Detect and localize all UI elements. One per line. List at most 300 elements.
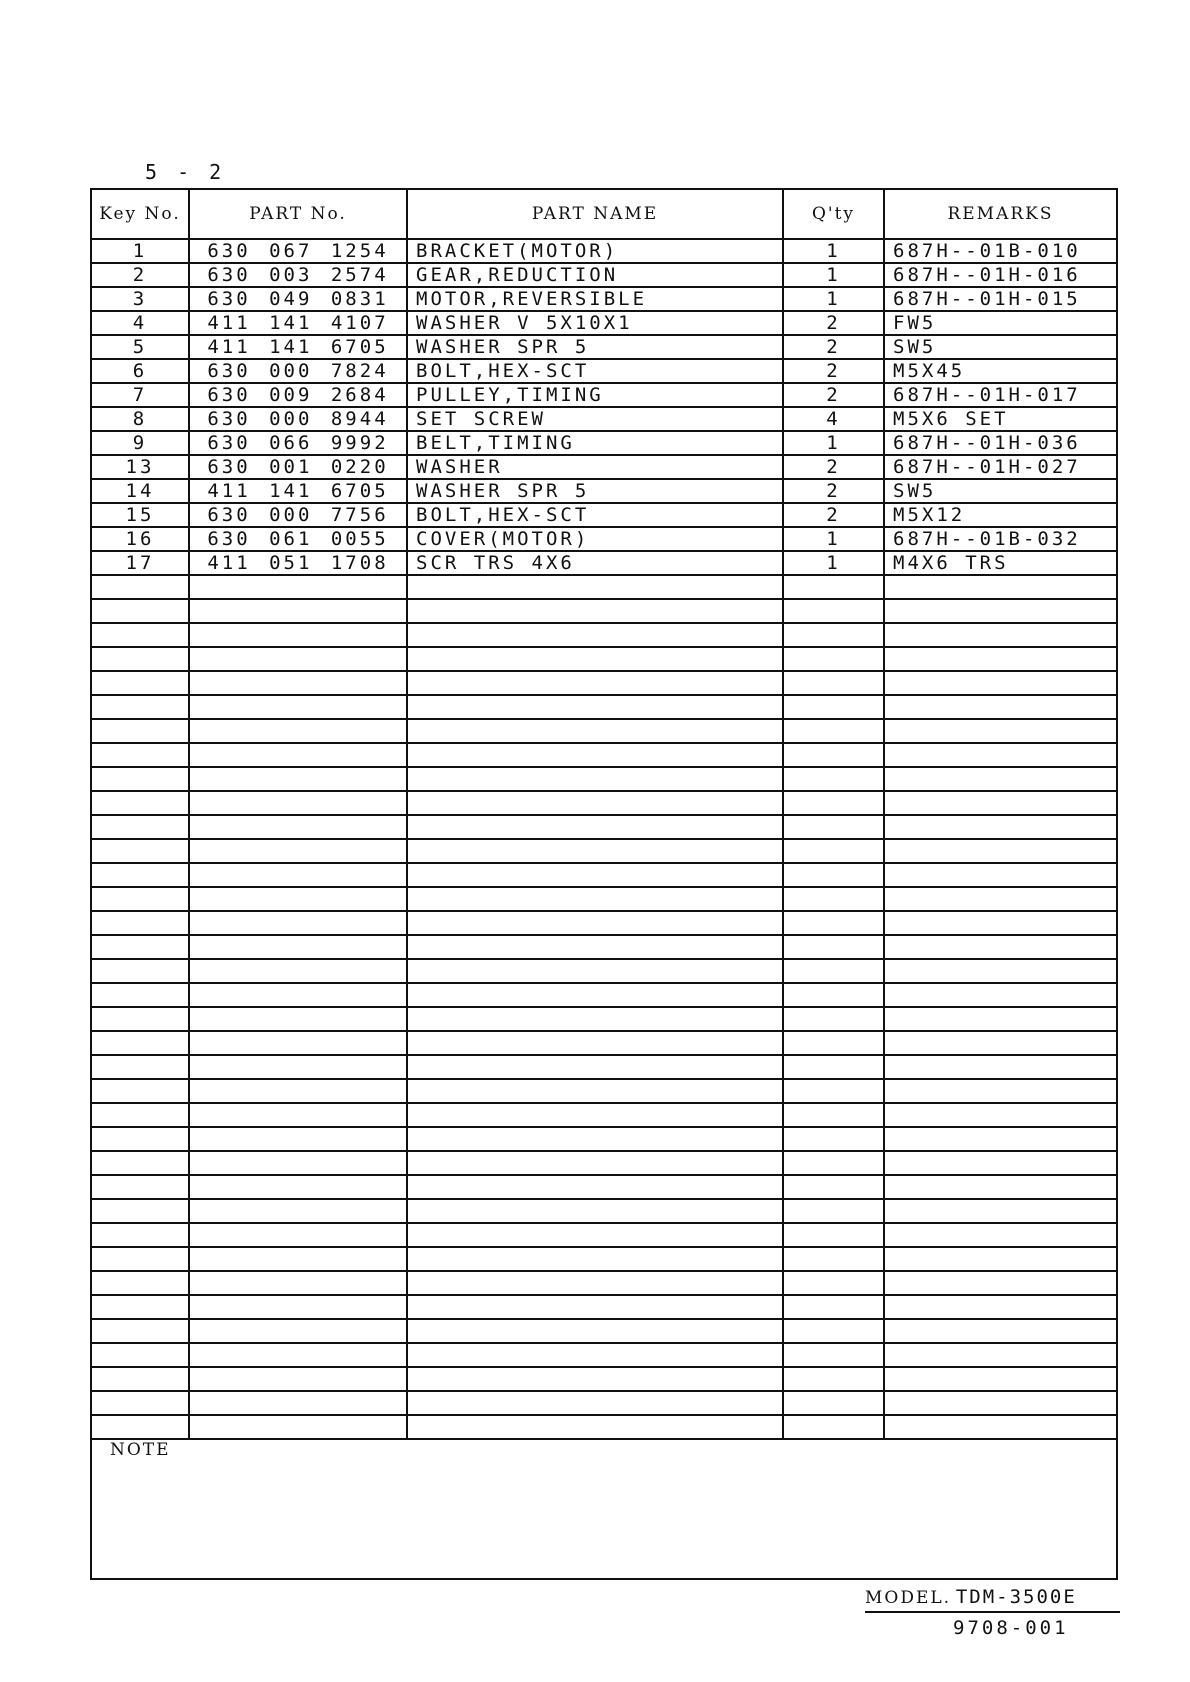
empty-cell xyxy=(783,623,884,647)
page-number: 5 - 2 xyxy=(145,160,226,184)
qty-cell: 2 xyxy=(783,455,884,479)
empty-cell xyxy=(884,1271,1116,1295)
empty-cell xyxy=(407,647,783,671)
blank-row xyxy=(92,1127,1116,1151)
blank-row xyxy=(92,1319,1116,1343)
empty-cell xyxy=(407,815,783,839)
empty-cell xyxy=(884,1247,1116,1271)
empty-cell xyxy=(884,983,1116,1007)
empty-cell xyxy=(407,791,783,815)
remarks-cell: 687H--01H-015 xyxy=(884,287,1116,311)
empty-cell xyxy=(189,983,407,1007)
empty-cell xyxy=(189,1175,407,1199)
empty-cell xyxy=(884,959,1116,983)
empty-cell xyxy=(407,719,783,743)
blank-row xyxy=(92,1367,1116,1391)
empty-cell xyxy=(783,959,884,983)
empty-cell xyxy=(783,1007,884,1031)
empty-cell xyxy=(783,695,884,719)
empty-cell xyxy=(884,1031,1116,1055)
empty-cell xyxy=(92,863,189,887)
model-value: TDM-3500E xyxy=(955,1586,1077,1608)
empty-cell xyxy=(884,1079,1116,1103)
empty-cell xyxy=(884,1103,1116,1127)
empty-cell xyxy=(783,1055,884,1079)
empty-cell xyxy=(783,647,884,671)
empty-cell xyxy=(783,1079,884,1103)
part-name-cell: GEAR,REDUCTION xyxy=(407,263,783,287)
empty-cell xyxy=(884,767,1116,791)
key-no-cell: 7 xyxy=(92,383,189,407)
empty-cell xyxy=(92,1271,189,1295)
empty-cell xyxy=(92,1199,189,1223)
part-no-cell: 630 003 2574 xyxy=(189,263,407,287)
blank-row xyxy=(92,1271,1116,1295)
table-row xyxy=(92,335,1116,359)
qty-cell: 2 xyxy=(783,503,884,527)
empty-cell xyxy=(884,1367,1116,1391)
remarks-cell: SW5 xyxy=(884,335,1116,359)
table-row xyxy=(92,431,1116,455)
empty-cell xyxy=(189,1415,407,1439)
empty-cell xyxy=(884,719,1116,743)
empty-cell xyxy=(783,743,884,767)
empty-cell xyxy=(407,1031,783,1055)
empty-cell xyxy=(407,1391,783,1415)
empty-cell xyxy=(884,1007,1116,1031)
empty-cell xyxy=(189,1151,407,1175)
blank-row xyxy=(92,1415,1116,1439)
empty-cell xyxy=(407,1199,783,1223)
qty-cell: 1 xyxy=(783,239,884,263)
model-label: MODEL. xyxy=(865,1588,952,1608)
empty-cell xyxy=(189,1367,407,1391)
empty-cell xyxy=(407,1079,783,1103)
empty-cell xyxy=(783,1391,884,1415)
remarks-cell: 687H--01H-036 xyxy=(884,431,1116,455)
part-no-cell: 630 049 0831 xyxy=(189,287,407,311)
empty-cell xyxy=(189,647,407,671)
blank-row xyxy=(92,1223,1116,1247)
parts-list-sheet xyxy=(90,188,1118,1580)
empty-cell xyxy=(189,1079,407,1103)
part-no-cell: 630 000 7824 xyxy=(189,359,407,383)
empty-cell xyxy=(92,1223,189,1247)
table-row xyxy=(92,287,1116,311)
empty-cell xyxy=(884,599,1116,623)
blank-row xyxy=(92,911,1116,935)
blank-row xyxy=(92,671,1116,695)
remarks-cell: 687H--01H-016 xyxy=(884,263,1116,287)
empty-cell xyxy=(189,1391,407,1415)
empty-cell xyxy=(189,1103,407,1127)
empty-cell xyxy=(407,599,783,623)
blank-row xyxy=(92,695,1116,719)
empty-cell xyxy=(407,1343,783,1367)
empty-cell xyxy=(92,767,189,791)
empty-cell xyxy=(407,743,783,767)
empty-cell xyxy=(783,599,884,623)
empty-cell xyxy=(92,1031,189,1055)
empty-cell xyxy=(189,743,407,767)
empty-cell xyxy=(884,935,1116,959)
empty-cell xyxy=(884,1151,1116,1175)
remarks-cell: 687H--01H-017 xyxy=(884,383,1116,407)
empty-cell xyxy=(92,887,189,911)
part-name-cell: SET SCREW xyxy=(407,407,783,431)
empty-cell xyxy=(884,695,1116,719)
remarks-cell: FW5 xyxy=(884,311,1116,335)
header-remarks: REMARKS xyxy=(884,190,1116,239)
key-no-cell: 16 xyxy=(92,527,189,551)
empty-cell xyxy=(92,1319,189,1343)
empty-cell xyxy=(92,1367,189,1391)
key-no-cell: 2 xyxy=(92,263,189,287)
empty-cell xyxy=(884,1127,1116,1151)
empty-cell xyxy=(783,1343,884,1367)
empty-cell xyxy=(407,1151,783,1175)
model-line xyxy=(865,1586,1120,1613)
table-header-row xyxy=(92,190,1116,239)
part-no-cell: 630 066 9992 xyxy=(189,431,407,455)
empty-cell xyxy=(92,1103,189,1127)
empty-cell xyxy=(407,767,783,791)
empty-cell xyxy=(407,1103,783,1127)
blank-row xyxy=(92,791,1116,815)
part-name-cell: BOLT,HEX-SCT xyxy=(407,359,783,383)
empty-cell xyxy=(407,671,783,695)
empty-cell xyxy=(407,887,783,911)
blank-row xyxy=(92,1295,1116,1319)
empty-cell xyxy=(884,623,1116,647)
empty-cell xyxy=(92,719,189,743)
key-no-cell: 4 xyxy=(92,311,189,335)
empty-cell xyxy=(407,1055,783,1079)
empty-cell xyxy=(783,935,884,959)
qty-cell: 4 xyxy=(783,407,884,431)
qty-cell: 1 xyxy=(783,551,884,575)
qty-cell: 1 xyxy=(783,287,884,311)
empty-cell xyxy=(884,647,1116,671)
key-no-cell: 13 xyxy=(92,455,189,479)
part-name-cell: COVER(MOTOR) xyxy=(407,527,783,551)
empty-cell xyxy=(92,1127,189,1151)
empty-cell xyxy=(407,623,783,647)
empty-cell xyxy=(407,1247,783,1271)
empty-cell xyxy=(783,1199,884,1223)
table-row xyxy=(92,527,1116,551)
empty-cell xyxy=(407,1007,783,1031)
table-row xyxy=(92,263,1116,287)
qty-cell: 2 xyxy=(783,359,884,383)
empty-cell xyxy=(92,695,189,719)
empty-cell xyxy=(189,719,407,743)
empty-cell xyxy=(884,1055,1116,1079)
qty-cell: 2 xyxy=(783,479,884,503)
blank-row xyxy=(92,959,1116,983)
header-key-no: Key No. xyxy=(92,190,189,239)
empty-cell xyxy=(884,575,1116,599)
part-no-cell: 411 051 1708 xyxy=(189,551,407,575)
empty-cell xyxy=(783,1319,884,1343)
empty-cell xyxy=(92,815,189,839)
empty-cell xyxy=(189,1247,407,1271)
empty-cell xyxy=(92,647,189,671)
empty-cell xyxy=(189,791,407,815)
empty-cell xyxy=(92,599,189,623)
part-name-cell: BELT,TIMING xyxy=(407,431,783,455)
empty-cell xyxy=(884,863,1116,887)
empty-cell xyxy=(189,1343,407,1367)
part-no-cell: 411 141 6705 xyxy=(189,479,407,503)
part-no-cell: 630 067 1254 xyxy=(189,239,407,263)
empty-cell xyxy=(407,575,783,599)
empty-cell xyxy=(783,671,884,695)
empty-cell xyxy=(189,1199,407,1223)
blank-row xyxy=(92,1079,1116,1103)
table-row xyxy=(92,455,1116,479)
blank-row xyxy=(92,1175,1116,1199)
table-row xyxy=(92,503,1116,527)
blank-row xyxy=(92,767,1116,791)
empty-cell xyxy=(783,575,884,599)
key-no-cell: 14 xyxy=(92,479,189,503)
empty-cell xyxy=(92,839,189,863)
blank-row xyxy=(92,1391,1116,1415)
blank-row xyxy=(92,1151,1116,1175)
empty-cell xyxy=(783,983,884,1007)
empty-cell xyxy=(884,671,1116,695)
empty-cell xyxy=(92,1295,189,1319)
empty-cell xyxy=(884,791,1116,815)
blank-row xyxy=(92,1103,1116,1127)
empty-cell xyxy=(189,887,407,911)
empty-cell xyxy=(407,935,783,959)
empty-cell xyxy=(92,959,189,983)
remarks-cell: 687H--01B-010 xyxy=(884,239,1116,263)
remarks-cell: 687H--01B-032 xyxy=(884,527,1116,551)
part-name-cell: BRACKET(MOTOR) xyxy=(407,239,783,263)
empty-cell xyxy=(189,1055,407,1079)
empty-cell xyxy=(783,791,884,815)
remarks-cell: 687H--01H-027 xyxy=(884,455,1116,479)
key-no-cell: 8 xyxy=(92,407,189,431)
empty-cell xyxy=(189,839,407,863)
blank-row xyxy=(92,575,1116,599)
qty-cell: 2 xyxy=(783,383,884,407)
empty-cell xyxy=(189,599,407,623)
empty-cell xyxy=(783,1127,884,1151)
blank-row xyxy=(92,1031,1116,1055)
empty-cell xyxy=(407,695,783,719)
empty-cell xyxy=(783,1151,884,1175)
empty-cell xyxy=(783,767,884,791)
empty-cell xyxy=(92,1055,189,1079)
empty-cell xyxy=(92,935,189,959)
blank-row xyxy=(92,1055,1116,1079)
empty-cell xyxy=(884,1295,1116,1319)
empty-cell xyxy=(407,1415,783,1439)
part-name-cell: BOLT,HEX-SCT xyxy=(407,503,783,527)
empty-cell xyxy=(92,791,189,815)
table-row xyxy=(92,383,1116,407)
empty-cell xyxy=(189,1271,407,1295)
empty-cell xyxy=(783,1223,884,1247)
empty-cell xyxy=(407,1223,783,1247)
empty-cell xyxy=(884,839,1116,863)
blank-row xyxy=(92,599,1116,623)
empty-cell xyxy=(407,1319,783,1343)
blank-row xyxy=(92,815,1116,839)
table-row xyxy=(92,239,1116,263)
qty-cell: 2 xyxy=(783,335,884,359)
key-no-cell: 6 xyxy=(92,359,189,383)
part-no-cell: 630 061 0055 xyxy=(189,527,407,551)
key-no-cell: 5 xyxy=(92,335,189,359)
model-block xyxy=(865,1586,1120,1639)
empty-cell xyxy=(783,863,884,887)
empty-cell xyxy=(92,671,189,695)
empty-cell xyxy=(92,1151,189,1175)
blank-row xyxy=(92,1199,1116,1223)
empty-cell xyxy=(189,935,407,959)
empty-cell xyxy=(783,1031,884,1055)
empty-cell xyxy=(189,1127,407,1151)
key-no-cell: 9 xyxy=(92,431,189,455)
empty-cell xyxy=(407,959,783,983)
empty-cell xyxy=(189,1007,407,1031)
blank-row xyxy=(92,863,1116,887)
empty-cell xyxy=(92,1007,189,1031)
part-name-cell: SCR TRS 4X6 xyxy=(407,551,783,575)
part-name-cell: MOTOR,REVERSIBLE xyxy=(407,287,783,311)
blank-row xyxy=(92,935,1116,959)
empty-cell xyxy=(884,887,1116,911)
empty-cell xyxy=(884,1415,1116,1439)
empty-cell xyxy=(407,1295,783,1319)
empty-cell xyxy=(189,911,407,935)
part-no-cell: 630 001 0220 xyxy=(189,455,407,479)
empty-cell xyxy=(783,839,884,863)
empty-cell xyxy=(189,1295,407,1319)
empty-cell xyxy=(783,1367,884,1391)
empty-cell xyxy=(92,575,189,599)
empty-cell xyxy=(783,815,884,839)
empty-cell xyxy=(407,1271,783,1295)
empty-cell xyxy=(783,1247,884,1271)
part-name-cell: WASHER V 5X10X1 xyxy=(407,311,783,335)
remarks-cell: M5X12 xyxy=(884,503,1116,527)
empty-cell xyxy=(884,1223,1116,1247)
part-no-cell: 630 009 2684 xyxy=(189,383,407,407)
table-row xyxy=(92,479,1116,503)
remarks-cell: M4X6 TRS xyxy=(884,551,1116,575)
blank-row xyxy=(92,887,1116,911)
table-row xyxy=(92,407,1116,431)
blank-row xyxy=(92,743,1116,767)
empty-cell xyxy=(884,1319,1116,1343)
empty-cell xyxy=(189,1223,407,1247)
empty-cell xyxy=(189,623,407,647)
empty-cell xyxy=(189,575,407,599)
empty-cell xyxy=(92,1343,189,1367)
table-row xyxy=(92,359,1116,383)
empty-cell xyxy=(189,671,407,695)
empty-cell xyxy=(783,1271,884,1295)
empty-cell xyxy=(92,983,189,1007)
empty-cell xyxy=(884,1391,1116,1415)
empty-cell xyxy=(189,1031,407,1055)
empty-cell xyxy=(884,1199,1116,1223)
header-part-no: PART No. xyxy=(189,190,407,239)
empty-cell xyxy=(189,863,407,887)
empty-cell xyxy=(407,983,783,1007)
blank-row xyxy=(92,839,1116,863)
empty-cell xyxy=(189,815,407,839)
blank-row xyxy=(92,1247,1116,1271)
part-name-cell: WASHER SPR 5 xyxy=(407,479,783,503)
empty-cell xyxy=(92,623,189,647)
part-name-cell: WASHER SPR 5 xyxy=(407,335,783,359)
document-code: 9708-001 xyxy=(953,1617,1069,1639)
empty-cell xyxy=(884,911,1116,935)
blank-row xyxy=(92,1007,1116,1031)
qty-cell: 1 xyxy=(783,527,884,551)
empty-cell xyxy=(783,887,884,911)
blank-row xyxy=(92,647,1116,671)
parts-table xyxy=(92,190,1116,1440)
empty-cell xyxy=(189,695,407,719)
key-no-cell: 1 xyxy=(92,239,189,263)
parts-table-body xyxy=(92,239,1116,1439)
empty-cell xyxy=(92,1079,189,1103)
empty-cell xyxy=(884,743,1116,767)
empty-cell xyxy=(783,719,884,743)
empty-cell xyxy=(407,1367,783,1391)
key-no-cell: 15 xyxy=(92,503,189,527)
empty-cell xyxy=(92,743,189,767)
remarks-cell: M5X45 xyxy=(884,359,1116,383)
empty-cell xyxy=(884,1343,1116,1367)
empty-cell xyxy=(783,1175,884,1199)
key-no-cell: 17 xyxy=(92,551,189,575)
empty-cell xyxy=(92,1391,189,1415)
header-qty: Q'ty xyxy=(783,190,884,239)
empty-cell xyxy=(783,1415,884,1439)
key-no-cell: 3 xyxy=(92,287,189,311)
part-no-cell: 411 141 4107 xyxy=(189,311,407,335)
empty-cell xyxy=(189,767,407,791)
empty-cell xyxy=(407,863,783,887)
remarks-cell: M5X6 SET xyxy=(884,407,1116,431)
empty-cell xyxy=(407,1127,783,1151)
part-no-cell: 411 141 6705 xyxy=(189,335,407,359)
note-label: NOTE xyxy=(110,1440,171,1460)
empty-cell xyxy=(92,1415,189,1439)
qty-cell: 2 xyxy=(783,311,884,335)
empty-cell xyxy=(92,1247,189,1271)
empty-cell xyxy=(783,911,884,935)
empty-cell xyxy=(189,1319,407,1343)
blank-row xyxy=(92,983,1116,1007)
blank-row xyxy=(92,719,1116,743)
part-name-cell: WASHER xyxy=(407,455,783,479)
empty-cell xyxy=(92,1175,189,1199)
empty-cell xyxy=(783,1103,884,1127)
part-no-cell: 630 000 7756 xyxy=(189,503,407,527)
empty-cell xyxy=(407,1175,783,1199)
empty-cell xyxy=(407,911,783,935)
